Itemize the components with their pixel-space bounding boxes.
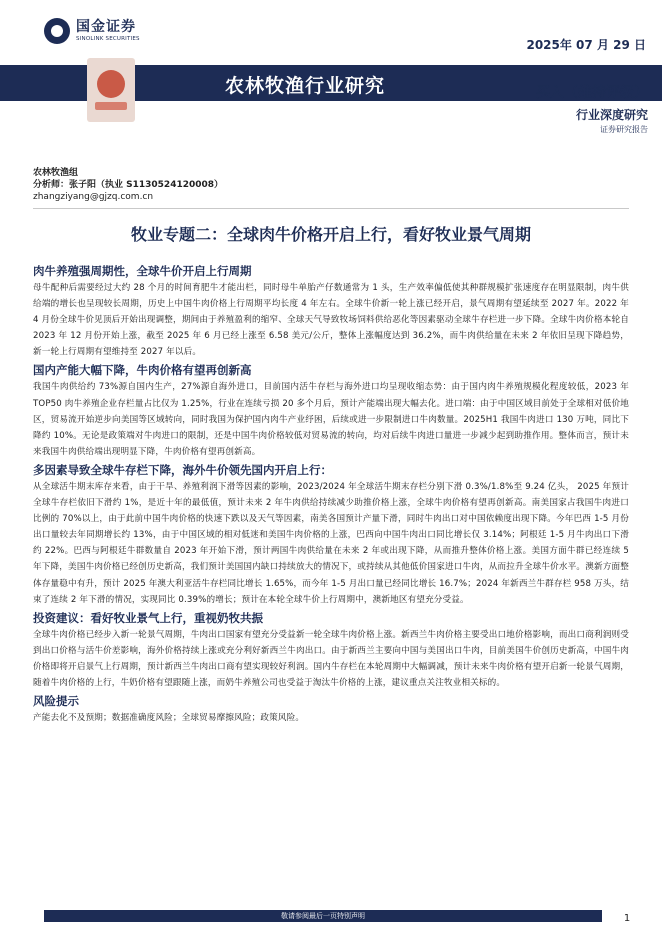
section-investment (33, 610, 629, 691)
analyst-block (33, 167, 223, 203)
category-title: 农林牧渔行业研究 (225, 75, 386, 97)
analyst-group: 农林牧渔组 (33, 168, 79, 178)
section-title: 风险提示 (33, 694, 79, 709)
report-subtype: 证券研究报告 (600, 125, 648, 134)
section-title: 国内产能大幅下降，牛肉价格有望再创新高 (33, 363, 252, 378)
section-cycle (33, 263, 629, 360)
section-body: 全球牛肉价格已经步入新一轮景气周期，牛肉出口国家有望充分受益新一轮全球牛肉价格上涨。新西兰牛肉价格主要受出口地价格影响，而出口商利润则受到出口价格与活牛价差影响，海外价格持续上涨或充分利好新西兰牛肉出口。由于新西兰主要向中国与美国出口牛肉，目前美国牛价创历史新高，中国牛肉价格即将开启景气上行周期，预计新西兰牛肉出口商有望实现较好利润。国内牛存栏在本轮周期中大幅调减，预计未来牛肉价格有望开启新一轮景气周期，随着牛肉价格的上行，牛奶价格有望跟随上涨，而奶牛养殖公司也受益于淘汰牛价格的上涨，建议重点关注牧业相关标的。 (33, 629, 629, 688)
footer-disclaimer-link[interactable]: 敬请参阅最后一页特别声明 (281, 912, 365, 920)
section-body: 我国牛肉供给约 73%源自国内生产，27%源自海外进口，目前国内活牛存栏与海外进口均呈现收缩态势：由于国内肉牛养殖规模化程度较低，2023 年 TOP50 肉牛养殖企业存栏量占比仅为 1.25%，行业在连续亏损 20 多个月后，预计产能端出现大幅去化。进口端：由于中国区域目前处于全球相对低价地区，贸易流开始逆步向美国等区域转向，同时我国为保护国内肉牛产业纾困，后续或进一步限制进口牛肉数量。2025H1 我国牛肉进口 130 万吨，同比下降约 10%。无论是政策端对牛肉进口的限制，还是中国牛肉价格较低对贸易流的转向，均对后续牛肉进口量进一步减少起到助推作用。整体而言，预计未来我国牛肉供给端出现明显下降，牛肉价格有望再创新高。 (33, 382, 629, 457)
section-body: 从全球活牛期末库存来看，由于干旱、养殖利润下滑等因素的影响，2023/2024 年全球活牛期末存栏分别下滑 0.3%/1.8%至 9.24 亿头， 2025 年预计全球牛存栏依旧下滑约 1%，是近十年的最低值，预计未来 2 年牛肉供给持续减少助推价格上涨，全球牛肉价格有望再创新高。南美国家占我国牛肉进口比例的 70%以上，由于此前中国牛肉价格的快速下跌以及天气等因素，南美各国预计产量下滑，同时牛肉出口对中国依赖度出现下降。今年巴西 1-5 月份出口量较去年同期增长约 13%，由于中国区域的相对低迷和美国牛肉价格的上涨，巴西向中国牛肉出口同比增长仅 3.14%；阿根廷 1-5 月牛肉出口下滑约 22%。巴西与阿根廷牛群数量自 2023 年开始下滑，预计两国牛肉供给量在未来 2 年或出现下降，从而推升整体价格上涨。美国方面牛群已经连续 5 年下降，美国牛肉价格已经创历史新高，我们预计美国国内缺口持续放大的情况下，或持续从其他低价国家进口牛肉，从而拉升全球牛价水平。澳新方面整体存量稳中有升，预计 2025 年澳大利亚活牛存栏同比增长 1.65%，而今年 1-5 月出口量已经同比增长 16.7%；2024 年新西兰牛群存栏 958 万头，结束了连续 2 年下滑的情况，实现同比 0.39%的增长；预计在本轮全球牛价上行周期中，澳新地区有望充分受益。 (33, 481, 629, 605)
section-domestic (33, 362, 629, 459)
section-title: 多因素导致全球牛存栏下降，海外牛价领先国内开启上行： (33, 462, 332, 477)
analyst-label: 分析师：张子阳（执业 S1130524120008） (33, 180, 224, 190)
company-logo (44, 18, 140, 44)
section-body: 产能去化不及预期；数据准确度风险；全球贸易摩擦风险；政策风险。 (33, 713, 305, 724)
report-date: 2025年 07 月 29 日 (526, 38, 646, 52)
section-title: 肉牛养殖强周期性，全球牛价开启上行周期 (33, 264, 252, 278)
page-number: 1 (623, 913, 631, 924)
section-global (33, 462, 629, 608)
report-body (33, 263, 629, 728)
section-title: 投资建议：看好牧业景气上行，重视奶牧共振 (33, 610, 263, 625)
logo-mark-icon (44, 18, 70, 44)
logo-name-cn: 国金证券 (76, 18, 136, 35)
seal-badge-icon (87, 58, 135, 122)
section-body: 母牛配种后需要经过大约 28 个月的时间育肥牛才能出栏，同时母牛单胎产仔数通常为 1 头，生产效率偏低使其种群规模扩张速度存在明显限制，肉牛供给端的增长也呈现较长周期，历史上中国牛肉价格上行周期平均长度 4 年左右。全球牛价新一轮上涨已经开启，景气周期有望延续至 2027 年。2022 年 4 月份全球牛价见顶后开始出现调整，期间由于养殖盈利的缩窄、全球天气导致牧场饲料供给恶化等因素驱动全球牛存栏进一步下降。全球牛肉价格本轮自 2023 年 12 月份开始上涨，截至 2025 年 6 月已经上涨至 6.58 美元/公斤，整体上涨幅度达到 36.2%，而牛肉供给量在未来 2 年依旧呈现下降趋势，新一轮上行周期有望维持至 2027 年以后。 (33, 283, 629, 358)
logo-name-en: SINOLINK SECURITIES (76, 35, 140, 42)
section-risk (33, 693, 629, 726)
report-title: 牧业专题二：全球肉牛价格开启上行，看好牧业景气周期 (130, 225, 531, 244)
rating-label: 买入（维持评级） (536, 85, 648, 101)
report-header (0, 0, 662, 150)
divider (33, 208, 629, 209)
analyst-email[interactable]: zhangziyang@gjzq.com.cn (33, 192, 154, 202)
report-type: 行业深度研究 (575, 108, 648, 122)
